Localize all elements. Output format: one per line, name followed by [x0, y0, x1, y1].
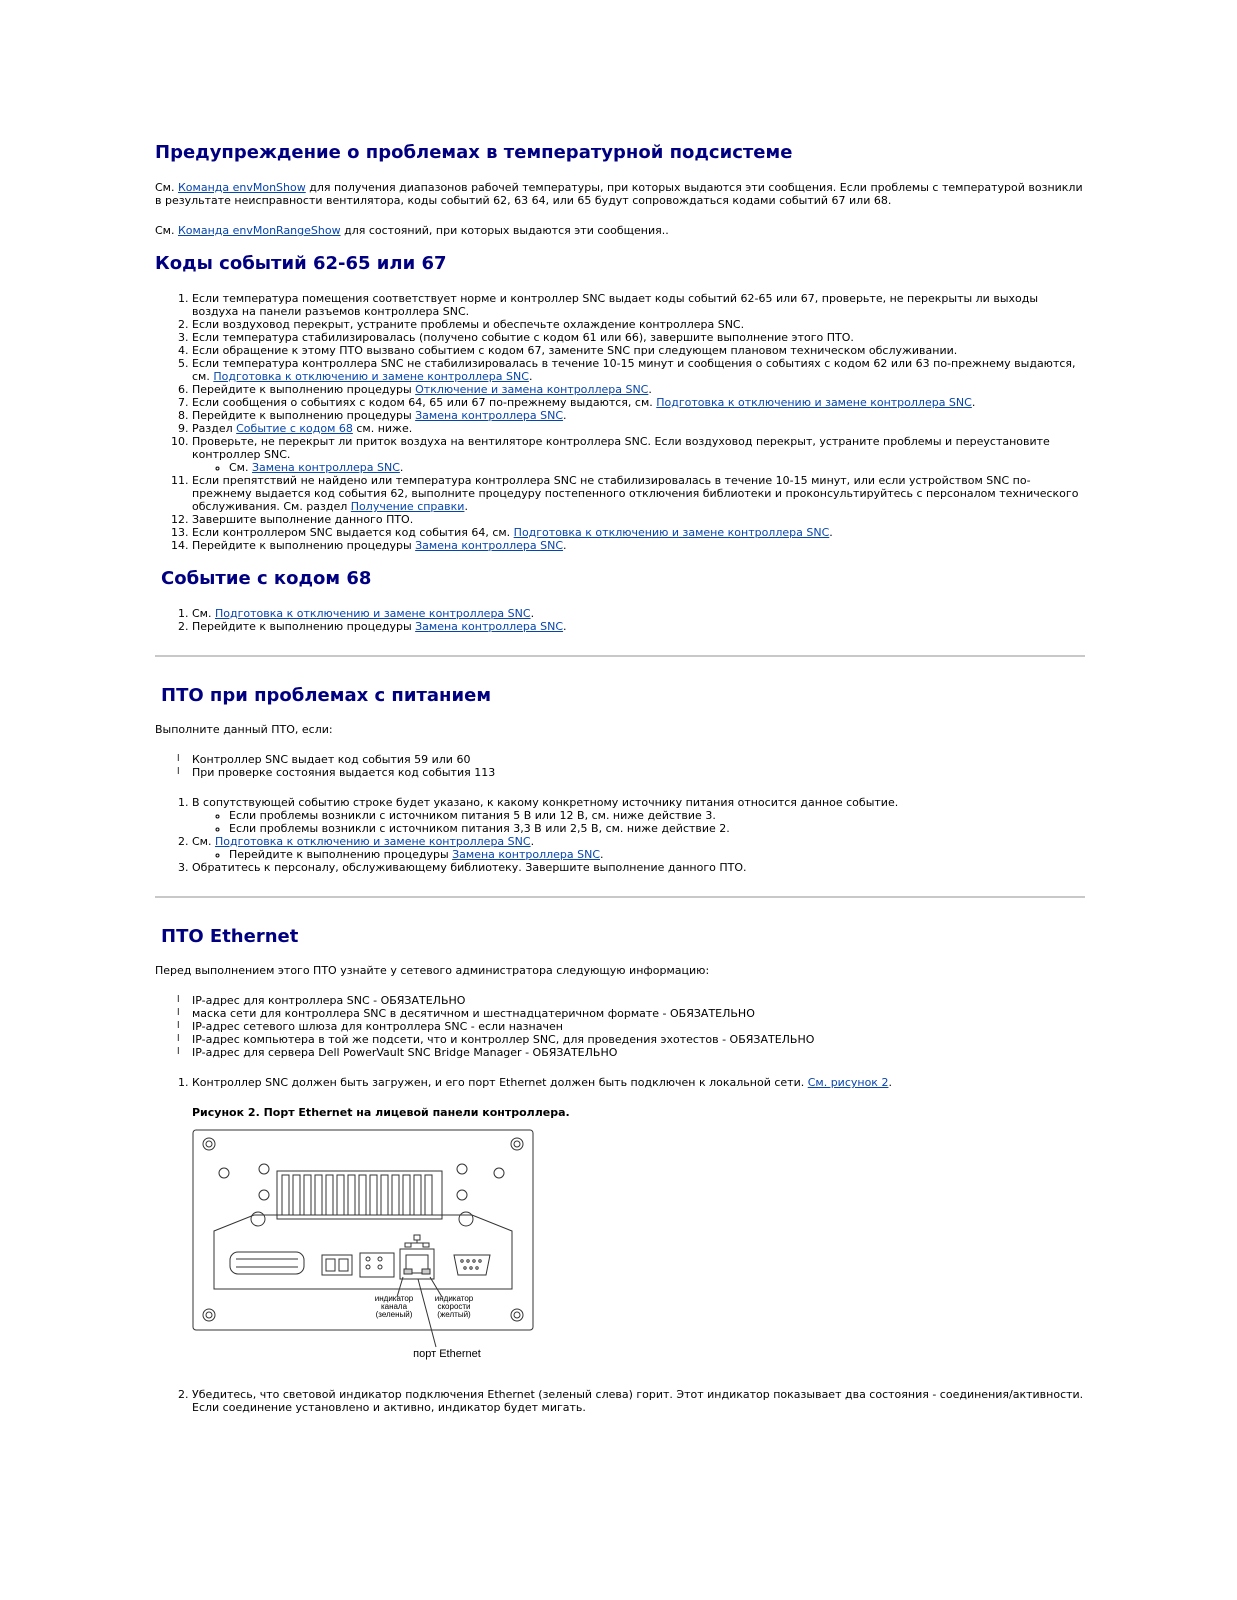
item-text: .	[563, 539, 567, 552]
list-item	[192, 435, 1085, 474]
item-text: Контроллер SNC выдает код события 59 или 60	[192, 753, 471, 766]
list-item	[192, 526, 1085, 539]
document-body	[155, 140, 1085, 1414]
item-text: .	[563, 409, 567, 422]
item-text: см. ниже.	[352, 422, 413, 435]
list-item	[192, 861, 1085, 874]
list-item	[192, 344, 1085, 357]
scsi-connector	[230, 1252, 304, 1274]
bullet-item	[155, 766, 1085, 779]
list-item	[192, 1076, 1085, 1089]
steps-list	[155, 796, 1085, 874]
list-item	[192, 835, 1085, 861]
item-text: .	[888, 1076, 892, 1089]
vent-slots	[282, 1175, 432, 1215]
link-prepare-replace[interactable]: Подготовка к отключению и замене контроллера SNC	[213, 370, 529, 383]
link-replace-snc[interactable]: Замена контроллера SNC	[415, 539, 564, 552]
label-link-indicator: индикатор канала (зеленый)	[374, 1294, 414, 1319]
paragraph: Перед выполнением этого ПТО узнайте у сетевого администратора следующую информацию:	[155, 964, 710, 977]
item-text: Если температура стабилизировалась (получено событие с кодом 61 или 66), завершите выполнение этого ПТО.	[192, 331, 854, 344]
item-text: См.	[192, 835, 215, 848]
item-text: Если температура помещения соответствует норме и контроллер SNC выдает коды событий 62-65 или 67, проверьте, не перекрыты ли выходы воздуха на панели разъемов контроллера SNC.	[192, 292, 1039, 318]
link-replace-snc[interactable]: Замена контроллера SNC	[251, 461, 400, 474]
screw-icon	[203, 1138, 523, 1321]
link-get-help[interactable]: Получение справки	[350, 500, 465, 513]
item-text: См.	[192, 607, 215, 620]
bullet-icon: l	[177, 1047, 180, 1057]
list-item	[192, 383, 1085, 396]
sub-list-item: ◦ Если проблемы возникли с источником питания 3,3 В или 2,5 В, см. ниже действие 2.	[229, 822, 1085, 835]
bullet-item	[155, 1007, 1085, 1020]
item-text: Обратитесь к персоналу, обслуживающему библиотеку. Завершите выполнение данного ПТО.	[192, 861, 747, 874]
link-shutdown-replace[interactable]: Отключение и замена контроллера SNC	[415, 383, 649, 396]
text: для состояний, при которых выдаются эти сообщения..	[340, 224, 669, 237]
item-text: Если температура контроллера SNC не стабилизировалась в течение 10-15 минут и сообщения о событиях с кодом 62 или 63 по-прежнему выдаются, см.	[192, 357, 1076, 383]
serial-port	[454, 1255, 490, 1275]
item-text: .	[829, 526, 833, 539]
item-text: Проверьте, не перекрыт ли приток воздуха на вентиляторе контроллера SNC. Если воздуховод перекрыт, устраните проблемы и переустановите контроллер SNC.	[192, 435, 1050, 461]
item-text: IP-адрес компьютера в той же подсети, что и контроллер SNC, для проведения эхотестов - ОБЯЗАТЕЛЬНО	[192, 1033, 815, 1046]
bullet-item	[155, 753, 1085, 766]
item-text: Перейдите к выполнению процедуры	[229, 848, 453, 861]
link-envmonshow[interactable]: Команда envMonShow	[177, 181, 306, 194]
steps-list	[155, 292, 1085, 552]
link-prepare-replace[interactable]: Подготовка к отключению и замене контроллера SNC	[513, 526, 830, 539]
paragraph	[155, 181, 1085, 207]
item-text: маска сети для контроллера SNC в десятичном и шестнадцатеричном формате - ОБЯЗАТЕЛЬНО	[192, 1007, 755, 1020]
link-replace-snc[interactable]: Замена контроллера SNC	[415, 620, 564, 633]
text: См.	[155, 181, 178, 194]
label-ethernet-port: порт Ethernet	[413, 1348, 481, 1360]
section-title-temperature: Предупреждение о проблемах в температурной подсистеме	[155, 142, 793, 163]
paragraph: Выполните данный ПТО, если:	[155, 723, 333, 736]
list-item	[192, 318, 1085, 331]
list-item	[192, 331, 1085, 344]
steps-list	[155, 1388, 1085, 1414]
item-text: .	[464, 500, 468, 513]
sub-list	[192, 848, 1085, 861]
controller-front-panel-diagram	[192, 1129, 542, 1369]
item-text: Завершите выполнение данного ПТО.	[192, 513, 414, 526]
sub-list-item	[229, 848, 1085, 861]
item-text: Если контроллером SNC выдается код события 64, см.	[192, 526, 514, 539]
link-replace-snc[interactable]: Замена контроллера SNC	[415, 409, 564, 422]
link-figure-2[interactable]: См. рисунок 2	[807, 1076, 889, 1089]
steps-list	[155, 607, 1085, 633]
list-item	[192, 539, 1085, 552]
item-text: .	[528, 370, 533, 383]
sub-list-item: ◦ Если проблемы возникли с источником питания 5 В или 12 В, см. ниже действие 3.	[229, 809, 1085, 822]
condition-list	[155, 753, 1085, 779]
item-text: При проверке состояния выдается код события 113	[192, 766, 496, 779]
section-title-ethernet: ПТО Ethernet	[161, 926, 299, 947]
item-text: Если препятствий не найдено или температура контроллера SNC не стабилизировалась в течение 10-15 минут, или если устройством SNC по-прежнему выдается код события 62, выполните процедуру постепенного отключения библиотеки и проконсультируйтесь с персоналом технического обслуживания. См. раздел	[192, 474, 1079, 513]
item-text: .	[530, 607, 535, 620]
text: См.	[155, 224, 178, 237]
bullet-item	[155, 1020, 1085, 1033]
list-item	[192, 396, 1085, 409]
requirements-list	[155, 994, 1085, 1059]
item-text: IP-адрес для контроллера SNC - ОБЯЗАТЕЛЬНО	[192, 994, 466, 1007]
item-text: См.	[229, 461, 252, 474]
bullet-icon: l	[177, 1021, 180, 1031]
list-item	[192, 292, 1085, 318]
bullet-icon: l	[177, 754, 180, 764]
list-item	[192, 422, 1085, 435]
bullet-item	[155, 1033, 1085, 1046]
link-led	[404, 1269, 412, 1274]
link-envmonrangeshow[interactable]: Команда envMonRangeShow	[177, 224, 341, 237]
link-replace-snc[interactable]: Замена контроллера SNC	[452, 848, 601, 861]
list-item	[192, 796, 1085, 835]
steps-list	[155, 1076, 1085, 1089]
list-item	[192, 474, 1085, 513]
item-text: Убедитесь, что световой индикатор подключения Ethernet (зеленый слева) горит. Этот индикатор показывает два состояния - соединения/активности. Если соединение установлено и активно, индикатор будет мигать.	[192, 1388, 1084, 1414]
item-text: IP-адрес для сервера Dell PowerVault SNC Bridge Manager - ОБЯЗАТЕЛЬНО	[192, 1046, 618, 1059]
item-text: Перейдите к выполнению процедуры	[192, 409, 416, 422]
item-text: Если сообщения о событиях с кодом 64, 65 или 67 по-прежнему выдаются, см.	[192, 396, 657, 409]
item-text: Перейдите к выполнению процедуры	[192, 620, 416, 633]
item-text: Контроллер SNC должен быть загружен, и его порт Ethernet должен быть подключен к локальной сети.	[192, 1076, 808, 1089]
section-title-power: ПТО при проблемах с питанием	[161, 685, 492, 706]
sub-list	[192, 809, 1085, 835]
item-text: .	[971, 396, 976, 409]
item-text: .	[600, 848, 604, 861]
item-text: .	[530, 835, 535, 848]
led-block	[360, 1253, 394, 1277]
item-text: Перейдите к выполнению процедуры	[192, 539, 416, 552]
link-prepare-replace[interactable]: Подготовка к отключению и замене контроллера SNC	[214, 835, 531, 848]
label-speed-indicator: индикатор скорости (желтый)	[434, 1294, 474, 1319]
item-text: Если воздуховод перекрыт, устраните проблемы и обеспечьте охлаждение контроллера SNC.	[192, 318, 745, 331]
bullet-icon: l	[177, 1008, 180, 1018]
section-title-event-codes: Коды событий 62-65 или 67	[155, 253, 447, 274]
item-text: Если обращение к этому ПТО вызвано событием с кодом 67, замените SNC при следующем плановом техническом обслуживании.	[192, 344, 958, 357]
bullet-item	[155, 994, 1085, 1007]
item-text: .	[399, 461, 404, 474]
list-item	[192, 1388, 1085, 1414]
item-text: IP-адрес сетевого шлюза для контроллера SNC - если назначен	[192, 1020, 563, 1033]
item-text: .	[563, 620, 567, 633]
list-item	[192, 409, 1085, 422]
link-event-68[interactable]: Событие с кодом 68	[236, 422, 353, 435]
text: для получения диапазонов рабочей температуры, при которых выдаются эти сообщения. Если проблемы с температурой возникли в результате неисправности вентилятора, коды событий 62, 63 64, или 65 будут сопровождаться кодами событий 67 или 68.	[155, 181, 1083, 207]
bullet-item	[155, 1046, 1085, 1059]
list-item	[192, 620, 1085, 633]
link-prepare-replace[interactable]: Подготовка к отключению и замене контроллера SNC	[656, 396, 972, 409]
list-item	[192, 357, 1085, 383]
item-text: В сопутствующей событию строке будет указано, к какому конкретному источнику питания относится данное событие.	[192, 796, 899, 809]
sub-list-item	[229, 461, 1085, 474]
speed-led	[422, 1269, 430, 1274]
sub-list	[192, 461, 1085, 474]
list-item	[192, 513, 1085, 526]
section-title-event-68: Событие с кодом 68	[161, 568, 372, 589]
link-prepare-replace[interactable]: Подготовка к отключению и замене контроллера SNC	[214, 607, 531, 620]
bullet-icon: l	[177, 1034, 180, 1044]
bullet-icon: l	[177, 995, 180, 1005]
item-text: .	[648, 383, 652, 396]
list-item	[192, 607, 1085, 620]
paragraph	[155, 224, 1085, 237]
bullet-icon: l	[177, 767, 180, 777]
item-text: Раздел	[192, 422, 237, 435]
figure-caption: Рисунок 2. Порт Ethernet на лицевой панели контроллера.	[192, 1106, 570, 1119]
panel-outline	[193, 1130, 533, 1330]
item-text: Перейдите к выполнению процедуры	[192, 383, 416, 396]
figure-ethernet-port	[155, 1129, 1085, 1372]
